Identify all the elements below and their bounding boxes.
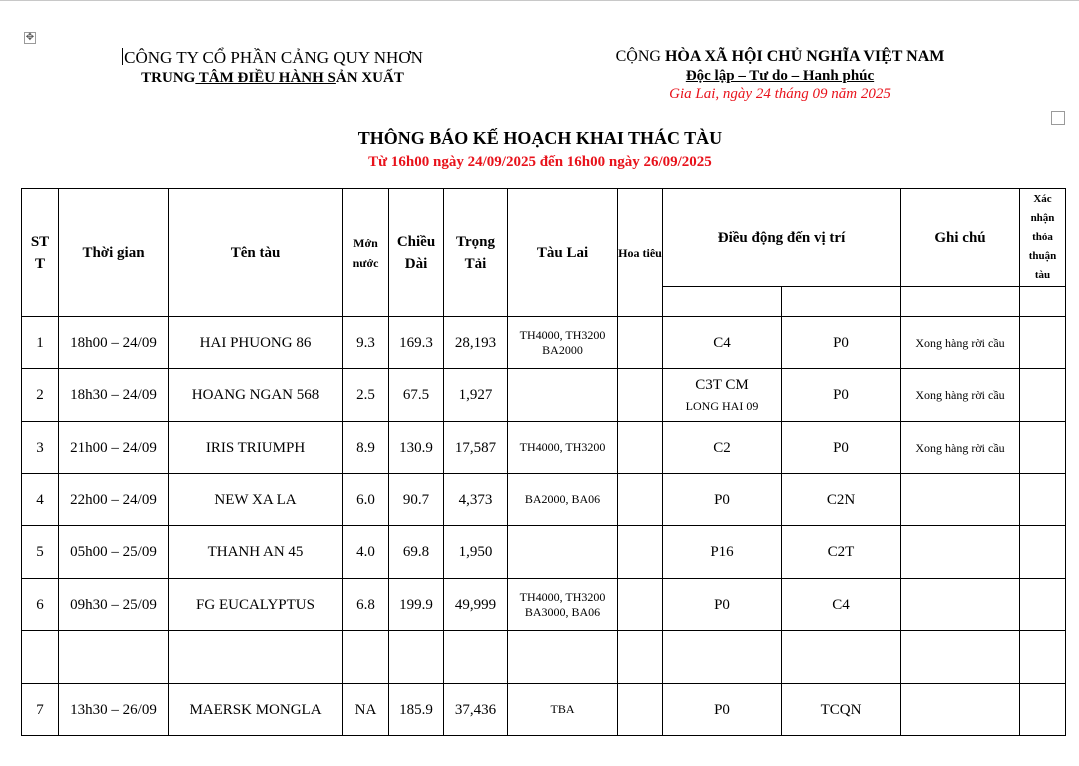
cell-move-to[interactable]: C2T bbox=[782, 526, 901, 579]
cell-confirm[interactable] bbox=[1020, 526, 1066, 579]
cell-length[interactable]: 130.9 bbox=[389, 422, 444, 474]
table-row bbox=[22, 317, 1066, 369]
cell-tonnage[interactable]: 37,436 bbox=[444, 684, 508, 736]
company-name bbox=[100, 47, 445, 69]
move-from-text: C2 bbox=[713, 439, 731, 456]
dept-suffix: ẢN XUẤT bbox=[335, 70, 404, 86]
header-sub-from bbox=[663, 287, 782, 317]
cell-pilot[interactable] bbox=[618, 474, 663, 526]
nation-name bbox=[580, 47, 980, 67]
cell-length[interactable] bbox=[389, 631, 444, 684]
cell-pilot[interactable] bbox=[618, 422, 663, 474]
table-row bbox=[22, 526, 1066, 579]
header-note: Ghi chú bbox=[901, 189, 1020, 287]
table-row bbox=[22, 422, 1066, 474]
cell-tug[interactable]: TH4000, TH3200 BA2000 bbox=[508, 317, 618, 369]
cell-move-from[interactable] bbox=[663, 474, 782, 526]
header-sub-confirm bbox=[1020, 287, 1066, 317]
cell-ship[interactable]: MAERSK MONGLA bbox=[169, 684, 343, 736]
cell-pilot[interactable] bbox=[618, 579, 663, 631]
cell-stt[interactable]: 6 bbox=[22, 579, 59, 631]
header-sub-to bbox=[782, 287, 901, 317]
cell-tug[interactable] bbox=[508, 526, 618, 579]
cell-stt[interactable] bbox=[22, 631, 59, 684]
cell-confirm[interactable] bbox=[1020, 474, 1066, 526]
cell-tug[interactable] bbox=[508, 631, 618, 684]
cell-stt[interactable]: 3 bbox=[22, 422, 59, 474]
cell-move-to[interactable]: TCQN bbox=[782, 684, 901, 736]
cell-note[interactable]: Xong hàng rời cầu bbox=[901, 317, 1020, 369]
cell-tonnage[interactable] bbox=[444, 631, 508, 684]
cell-ship[interactable]: HAI PHUONG 86 bbox=[169, 317, 343, 369]
header-tonnage: Trọng Tải bbox=[444, 189, 508, 317]
cell-tonnage[interactable]: 4,373 bbox=[444, 474, 508, 526]
cell-note[interactable]: Xong hàng rời cầu bbox=[901, 422, 1020, 474]
cell-stt[interactable]: 4 bbox=[22, 474, 59, 526]
cell-ship[interactable]: THANH AN 45 bbox=[169, 526, 343, 579]
cell-tug[interactable]: TH4000, TH3200 bbox=[508, 422, 618, 474]
cell-ship[interactable]: FG EUCALYPTUS bbox=[169, 579, 343, 631]
cell-length[interactable]: 169.3 bbox=[389, 317, 444, 369]
cell-draft[interactable]: 6.0 bbox=[343, 474, 389, 526]
cell-draft[interactable]: 2.5 bbox=[343, 369, 389, 422]
cell-time[interactable]: 13h30 – 26/09 bbox=[59, 684, 169, 736]
header-sub-note bbox=[901, 287, 1020, 317]
cell-confirm[interactable] bbox=[1020, 631, 1066, 684]
cell-time[interactable]: 18h00 – 24/09 bbox=[59, 317, 169, 369]
cell-tonnage[interactable]: 1,950 bbox=[444, 526, 508, 579]
cell-tug[interactable]: TH4000, TH3200 BA3000, BA06 bbox=[508, 579, 618, 631]
header-pilot: Hoa tiêu bbox=[618, 189, 663, 317]
cell-stt[interactable]: 2 bbox=[22, 369, 59, 422]
cell-stt[interactable]: 5 bbox=[22, 526, 59, 579]
table-row bbox=[22, 369, 1066, 422]
cell-length[interactable]: 69.8 bbox=[389, 526, 444, 579]
cell-ship[interactable] bbox=[169, 631, 343, 684]
header-ship: Tên tàu bbox=[169, 189, 343, 317]
cell-tug[interactable]: BA2000, BA06 bbox=[508, 474, 618, 526]
cell-length[interactable]: 185.9 bbox=[389, 684, 444, 736]
header-length: Chiều Dài bbox=[389, 189, 444, 317]
move-from-text: P0 bbox=[714, 596, 730, 613]
header-row bbox=[22, 189, 1066, 287]
cell-move-to[interactable]: P0 bbox=[782, 422, 901, 474]
cell-ship[interactable]: IRIS TRIUMPH bbox=[169, 422, 343, 474]
cell-length[interactable]: 90.7 bbox=[389, 474, 444, 526]
cell-pilot[interactable] bbox=[618, 631, 663, 684]
place-date: Gia Lai, ngày 24 tháng 09 năm 2025 bbox=[669, 86, 891, 102]
move-from-text: C4 bbox=[713, 334, 731, 351]
cell-move-from[interactable] bbox=[663, 684, 782, 736]
motto: Độc lập – Tư do – Hanh phúc bbox=[685, 68, 875, 84]
cell-pilot[interactable] bbox=[618, 526, 663, 579]
cell-pilot[interactable] bbox=[618, 317, 663, 369]
cell-time[interactable]: 05h00 – 25/09 bbox=[59, 526, 169, 579]
cell-move-to[interactable]: P0 bbox=[782, 317, 901, 369]
cell-stt[interactable]: 1 bbox=[22, 317, 59, 369]
cell-tonnage[interactable]: 49,999 bbox=[444, 579, 508, 631]
cell-confirm[interactable] bbox=[1020, 369, 1066, 422]
header-move: Điều động đến vị trí bbox=[663, 189, 901, 287]
cell-move-from[interactable] bbox=[663, 369, 782, 422]
page-subtitle: Từ 16h00 ngày 24/09/2025 đến 16h00 ngày 26/09/2025 bbox=[368, 154, 712, 170]
square-icon[interactable] bbox=[1051, 111, 1065, 125]
table-row bbox=[22, 579, 1066, 631]
cell-draft[interactable]: 9.3 bbox=[343, 317, 389, 369]
table-row bbox=[22, 474, 1066, 526]
nation-prefix: CỘNG bbox=[615, 48, 665, 65]
cell-time[interactable]: 09h30 – 25/09 bbox=[59, 579, 169, 631]
cell-ship[interactable]: HOANG NGAN 568 bbox=[169, 369, 343, 422]
move-from-text: C3T CM bbox=[695, 377, 749, 393]
move-from-text: P16 bbox=[710, 544, 734, 560]
cell-time[interactable]: 21h00 – 24/09 bbox=[59, 422, 169, 474]
cell-note[interactable] bbox=[901, 474, 1020, 526]
cell-move-from[interactable] bbox=[663, 526, 782, 579]
national-header bbox=[580, 47, 980, 104]
cell-pilot[interactable] bbox=[618, 684, 663, 736]
header-confirm: Xác nhận thỏa thuận tàu bbox=[1020, 189, 1066, 287]
header-draft: Mớn nước bbox=[343, 189, 389, 317]
company-name-text: CÔNG TY CỔ PHẦN CẢNG QUY NHƠN bbox=[124, 48, 423, 67]
cell-tug[interactable]: TBA bbox=[508, 684, 618, 736]
table-row bbox=[22, 684, 1066, 736]
company-header bbox=[100, 47, 445, 87]
cell-move-from[interactable] bbox=[663, 317, 782, 369]
cell-draft[interactable] bbox=[343, 631, 389, 684]
cell-confirm[interactable] bbox=[1020, 684, 1066, 736]
cell-confirm[interactable] bbox=[1020, 317, 1066, 369]
move-from-sub: LONG HAI 09 bbox=[685, 399, 759, 413]
header-stt: ST T bbox=[22, 189, 59, 317]
cell-time[interactable]: 18h30 – 24/09 bbox=[59, 369, 169, 422]
cell-stt[interactable]: 7 bbox=[22, 684, 59, 736]
cell-tonnage[interactable]: 28,193 bbox=[444, 317, 508, 369]
cell-confirm[interactable] bbox=[1020, 579, 1066, 631]
nation-bold: HÒA XÃ HỘI CHỦ NGHĨA VIỆT NAM bbox=[664, 48, 945, 65]
cell-length[interactable]: 67.5 bbox=[389, 369, 444, 422]
cell-time[interactable]: 22h00 – 24/09 bbox=[59, 474, 169, 526]
cell-move-from[interactable] bbox=[663, 422, 782, 474]
move-from-text: P0 bbox=[714, 701, 730, 718]
cell-draft[interactable]: 6.8 bbox=[343, 579, 389, 631]
cell-move-to[interactable]: P0 bbox=[782, 369, 901, 422]
cell-tonnage[interactable]: 1,927 bbox=[444, 369, 508, 422]
cell-time[interactable] bbox=[59, 631, 169, 684]
top-divider bbox=[0, 0, 1079, 1]
cell-ship[interactable]: NEW XA LA bbox=[169, 474, 343, 526]
cell-draft[interactable]: 4.0 bbox=[343, 526, 389, 579]
cell-move-to[interactable] bbox=[782, 631, 901, 684]
ship-plan-table bbox=[21, 188, 1066, 736]
cell-pilot[interactable] bbox=[618, 369, 663, 422]
cell-note[interactable] bbox=[901, 526, 1020, 579]
cell-move-to[interactable]: C2N bbox=[782, 474, 901, 526]
move-from-text: P0 bbox=[714, 491, 730, 508]
page-title: THÔNG BÁO KẾ HOẠCH KHAI THÁC TÀU bbox=[357, 128, 723, 148]
cell-note[interactable] bbox=[901, 684, 1020, 736]
table-row bbox=[22, 631, 1066, 684]
cell-tonnage[interactable]: 17,587 bbox=[444, 422, 508, 474]
cell-tug[interactable] bbox=[508, 369, 618, 422]
cell-draft[interactable]: 8.9 bbox=[343, 422, 389, 474]
cell-move-to[interactable]: C4 bbox=[782, 579, 901, 631]
cell-move-from[interactable] bbox=[663, 631, 782, 684]
move-arrows-icon[interactable]: ✥ bbox=[25, 32, 35, 43]
cell-confirm[interactable] bbox=[1020, 422, 1066, 474]
cell-draft[interactable]: NA bbox=[343, 684, 389, 736]
header-time: Thời gian bbox=[59, 189, 169, 317]
cell-length[interactable]: 199.9 bbox=[389, 579, 444, 631]
cell-note[interactable] bbox=[901, 631, 1020, 684]
department-name bbox=[100, 69, 445, 87]
text-cursor bbox=[122, 48, 123, 65]
dept-prefix: TRUNG bbox=[141, 70, 196, 86]
cell-note[interactable]: Xong hàng rời cầu bbox=[901, 369, 1020, 422]
dept-underlined: TÂM ĐIỀU HÀNH S bbox=[195, 70, 336, 86]
cell-move-from[interactable] bbox=[663, 579, 782, 631]
cell-note[interactable] bbox=[901, 579, 1020, 631]
header-tug: Tàu Lai bbox=[508, 189, 618, 317]
